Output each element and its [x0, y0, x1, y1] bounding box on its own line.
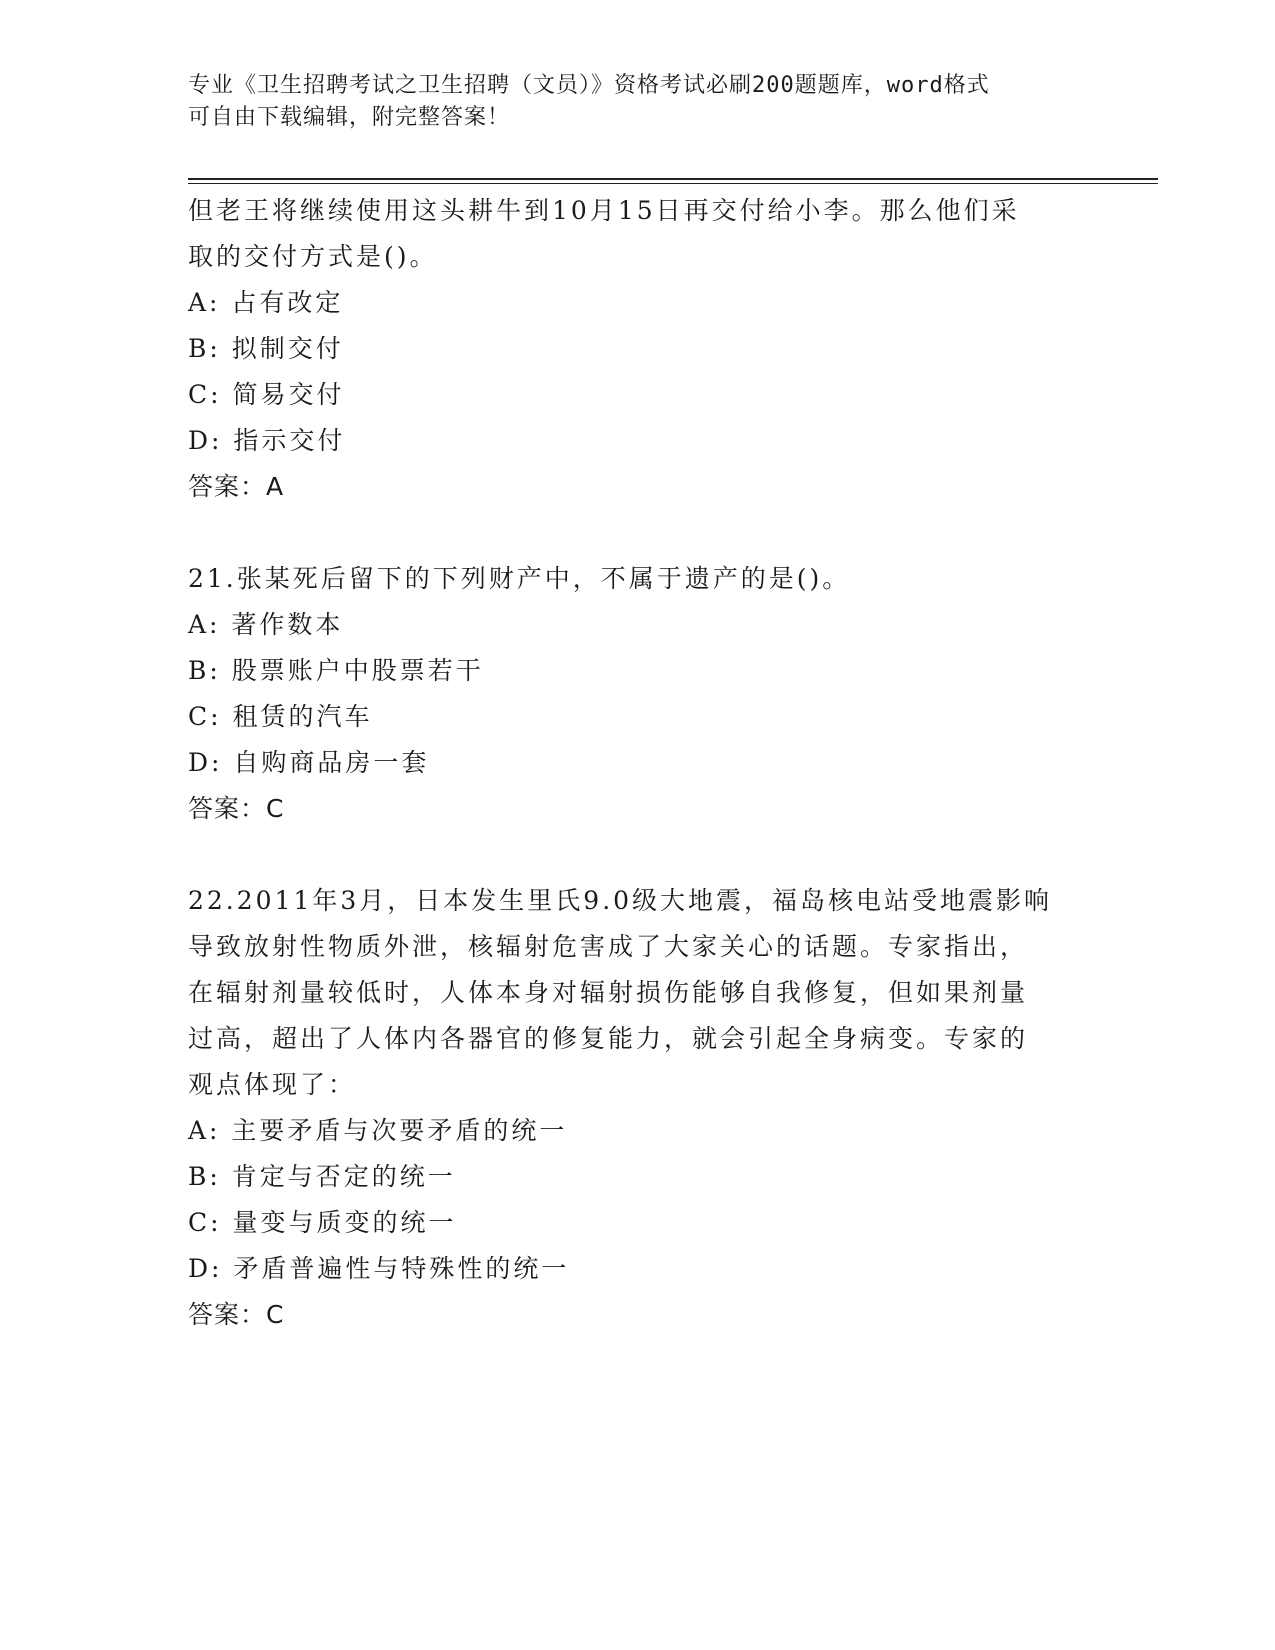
question-text-line: 21.张某死后留下的下列财产中，不属于遗产的是()。 [188, 564, 851, 593]
question-22 [188, 878, 1088, 1338]
option-b: B: 拟制交付 [188, 334, 344, 363]
option-c: C: 租赁的汽车 [188, 702, 373, 731]
header-line-2: 可自由下载编辑，附完整答案！ [188, 105, 511, 130]
spacer [188, 510, 1088, 556]
answer-text: 答案：C [188, 1300, 285, 1329]
answer-text: 答案：C [188, 794, 285, 823]
question-text-line: 过高，超出了人体内各器官的修复能力，就会引起全身病变。专家的 [188, 1024, 1029, 1053]
document-header [188, 70, 1088, 134]
question-text-line: 导致放射性物质外泄，核辐射危害成了大家关心的话题。专家指出， [188, 932, 1029, 961]
option-d: D: 矛盾普遍性与特殊性的统一 [188, 1254, 570, 1283]
option-b: B: 股票账户中股票若干 [188, 656, 484, 685]
question-text-line: 但老王将继续使用这头耕牛到10月15日再交付给小李。那么他们采 [188, 196, 1020, 225]
option-c: C: 量变与质变的统一 [188, 1208, 457, 1237]
question-21 [188, 556, 1088, 832]
question-text-line: 取的交付方式是()。 [188, 242, 438, 271]
option-a: A: 著作数本 [188, 610, 344, 639]
question-text-line: 在辐射剂量较低时，人体本身对辐射损伤能够自我修复，但如果剂量 [188, 978, 1029, 1007]
option-c: C: 简易交付 [188, 380, 345, 409]
header-divider-thick [188, 178, 1158, 180]
option-a: A: 占有改定 [188, 288, 344, 317]
header-line-1: 专业《卫生招聘考试之卫生招聘（文员）》资格考试必刷200题题库，word格式 [188, 73, 990, 98]
question-text-line: 观点体现了： [188, 1070, 357, 1099]
option-d: D: 指示交付 [188, 426, 346, 455]
header-divider-thin [188, 183, 1158, 184]
option-b: B: 肯定与否定的统一 [188, 1162, 456, 1191]
question-text-line: 22.2011年3月，日本发生里氏9.0级大地震，福岛核电站受地震影响 [188, 886, 1053, 915]
question-20 [188, 188, 1088, 510]
spacer [188, 832, 1088, 878]
answer-text: 答案：A [188, 472, 285, 501]
document-body [188, 188, 1088, 1338]
option-a: A: 主要矛盾与次要矛盾的统一 [188, 1116, 568, 1145]
option-d: D: 自购商品房一套 [188, 748, 430, 777]
